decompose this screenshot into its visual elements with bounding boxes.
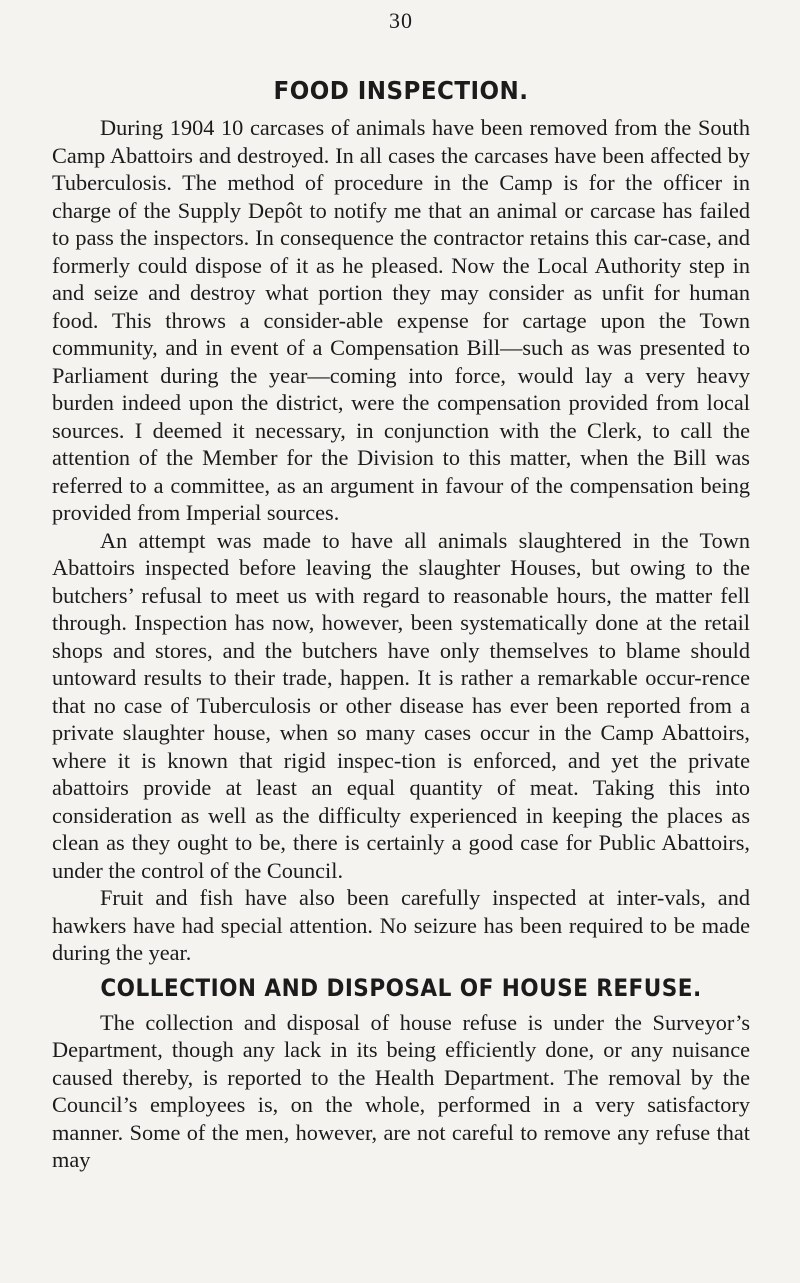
food-inspection-section xyxy=(52,76,750,967)
house-refuse-section xyxy=(52,973,750,1174)
food-inspection-paragraph-2: An attempt was made to have all animals slaughtered in the Town Abattoirs inspected before leaving the slaughter Houses, but owing to the butchers’ refusal to meet us with regard to reasonable hours, the matter fell through. Inspection has now, however, been systematically done at the retail shops and stores, and the butchers have only themselves to blame should untoward results to their trade, happen. It is rather a remarkable occur-rence that no case of Tuberculosis or other disease has ever been reported from a private slaughter house, when so many cases occur in the Camp Abattoirs, where it is known that rigid inspec-tion is enforced, and yet the private abattoirs provide at least an equal quantity of meat. Taking this into consideration as well as the difficulty experienced in keeping the places as clean as they ought to be, there is certainly a good case for Public Abattoirs, under the control of the Council. xyxy=(52,527,750,883)
house-refuse-heading: COLLECTION AND DISPOSAL OF HOUSE REFUSE. xyxy=(100,973,702,1002)
food-inspection-paragraph-1: During 1904 10 carcases of animals have been removed from the South Camp Abattoirs and destroyed. In all cases the carcases have been affected by Tuberculosis. The method of procedure in the Camp is for the officer in charge of the Supply Depôt to notify me that an animal or carcase has failed to pass the inspectors. In consequence the contractor retains this car-case, and formerly could dispose of it as he pleased. Now the Local Authority step in and seize and destroy what portion they may consider as unfit for human food. This throws a consider-able expense for cartage upon the Town community, and in event of a Compensation Bill—such as was presented to Parliament during the year—coming into force, would lay a very heavy burden indeed upon the district, were the compensation provided from local sources. I deemed it necessary, in conjunction with the Clerk, to call the attention of the Member for the Division to this matter, when the Bill was referred to a committee, as an argument in favour of the compensation being provided from Imperial sources. xyxy=(52,115,750,525)
house-refuse-paragraph-1: The collection and disposal of house refuse is under the Surveyor’s Department, though any lack in its being efficiently done, or any nuisance caused thereby, is reported to the Health Department. The removal by the Council’s employees is, on the whole, performed in a very satisfactory manner. Some of the men, however, are not careful to remove any refuse that may xyxy=(52,1009,750,1172)
food-inspection-heading: FOOD INSPECTION. xyxy=(273,76,529,105)
food-inspection-paragraph-3: Fruit and fish have also been carefully inspected at inter-vals, and hawkers have had special attention. No seizure has been required to be made during the year. xyxy=(52,885,750,965)
page-number: 30 xyxy=(389,8,413,33)
